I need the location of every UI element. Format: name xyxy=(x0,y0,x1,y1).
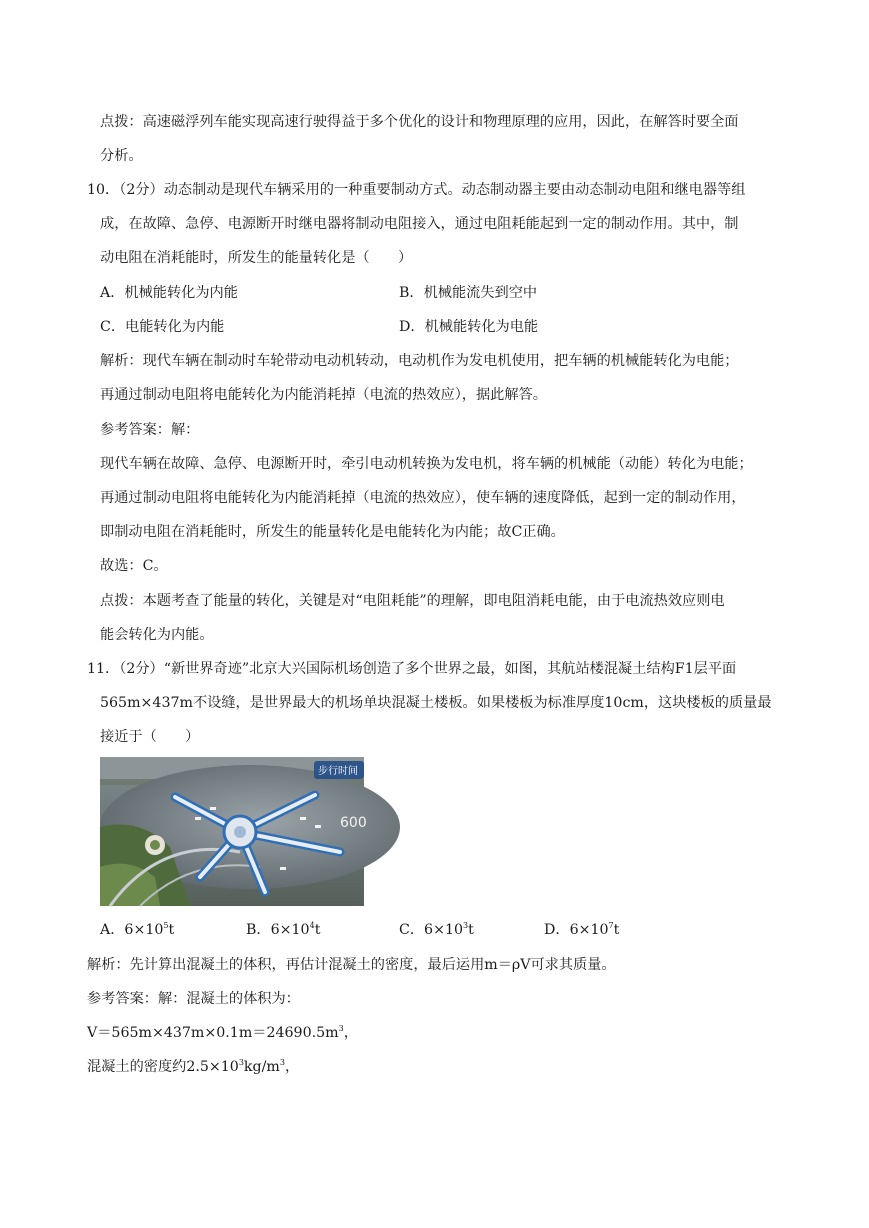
q10-answer-line-2: 再通过制动电阻将电能转化为内能消耗掉（电流的热效应），使车辆的速度降低，起到一定的制动作用， xyxy=(100,490,746,506)
q10-stem-line-1: 10．（2分）动态制动是现代车辆采用的一种重要制动方式。动态制动器主要由动态制动电阻和继电器等组 xyxy=(87,182,746,198)
q10-analysis-line-2: 再通过制动电阻将电能转化为内能消耗掉（电流的热效应），据此解答。 xyxy=(100,387,547,403)
q10-option-a: A．机械能转化为内能 xyxy=(100,285,238,301)
q10-answer-line-3: 即制动电阻在消耗能时，所发生的能量转化是电能转化为内能；故C正确。 xyxy=(100,524,565,540)
q11-option-d: D．$6\times 10^7t$ xyxy=(544,921,620,938)
q11-stem-line-3: 接近于（ ） xyxy=(100,729,200,745)
q9-tip-line-2: 分析。 xyxy=(100,148,143,164)
q11-option-b: B．$6\times 10^4t$ xyxy=(246,921,321,938)
q11-answer-line-3: 混凝土的密度约$2.5\times 10^3kg/m^3$， xyxy=(87,1058,300,1075)
q11-answer-line-1: 参考答案：解：混凝土的体积为： xyxy=(87,991,300,1007)
q11-option-c: C．$6\times 10^3t$ xyxy=(399,921,474,938)
q10-analysis-line-1: 解析：现代车辆在制动时车轮带动电动机转动，电动机作为发电机使用，把车辆的机械能转化为电能； xyxy=(100,353,739,369)
q10-answer-line-1: 现代车辆在故障、急停、电源断开时，牵引电动机转换为发电机，将车辆的机械能（动能）转化为电能； xyxy=(100,456,753,472)
q11-analysis: 解析：先计算出混凝土的体积，再估计混凝土的密度，最后运用m＝ρV可求其质量。 xyxy=(87,957,616,973)
q10-tip-line-2: 能会转化为内能。 xyxy=(100,627,214,643)
q10-option-b: B．机械能流失到空中 xyxy=(399,285,538,301)
q10-stem-line-3: 动电阻在消耗能时，所发生的能量转化是（ ） xyxy=(100,250,413,266)
q10-option-c: C．电能转化为内能 xyxy=(100,319,225,335)
q11-option-a: A．$6\times 10^5t$ xyxy=(100,921,175,938)
airport-aerial-photo xyxy=(100,757,367,906)
q11-stem-line-2: 565m×437m不设缝，是世界最大的机场单块混凝土楼板。如果楼板为标准厚度10cm，这块楼板的质量最 xyxy=(100,695,772,711)
q11-stem-line-1: 11．（2分）“新世界奇迹”北京大兴国际机场创造了多个世界之最，如图，其航站楼混凝土结构F1层平面 xyxy=(87,661,737,677)
q10-answer-label: 参考答案：解： xyxy=(100,422,200,438)
q11-answer-line-2: $V=565m\times 437m\times 0.1m=24690.5m^3$， xyxy=(87,1024,358,1041)
photo-overlay-label: 步行时间 xyxy=(318,766,358,777)
q10-option-d: D．机械能转化为电能 xyxy=(399,319,539,335)
photo-overlay-number: 600 xyxy=(340,815,367,831)
q10-choice: 故选：C。 xyxy=(100,558,168,574)
q9-tip-line-1: 点拨：高速磁浮列车能实现高速行驶得益于多个优化的设计和物理原理的应用，因此，在解答时要全面 xyxy=(100,114,739,130)
q10-tip-line-1: 点拨：本题考查了能量的转化，关键是对“电阻耗能”的理解，即电阻消耗电能，由于电流热效应则电 xyxy=(100,593,725,609)
q10-stem-line-2: 成，在故障、急停、电源断开时继电器将制动电阻接入，通过电阻耗能起到一定的制动作用。其中，制 xyxy=(100,216,739,232)
